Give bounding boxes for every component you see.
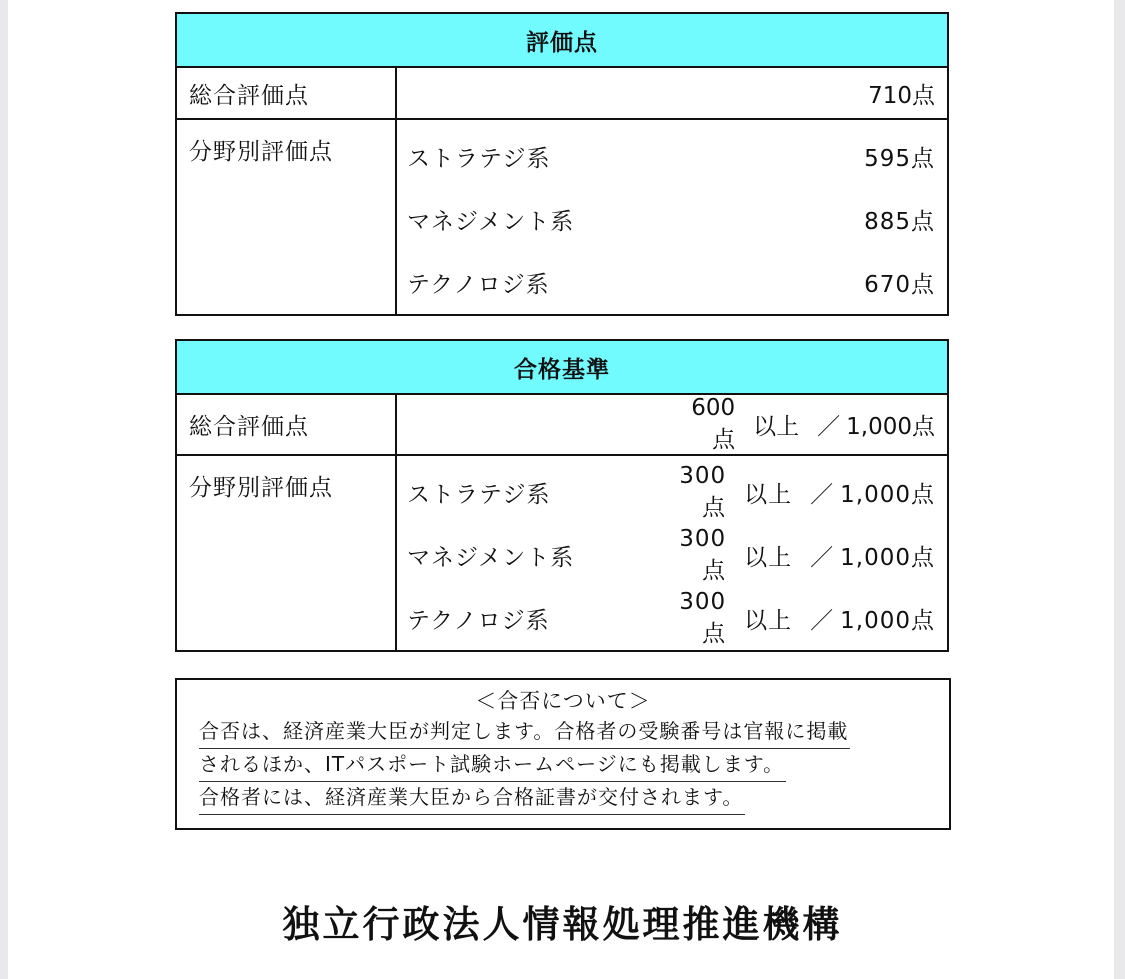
field-row-technology [407, 251, 935, 314]
criteria-max: 1,000点 [840, 482, 935, 508]
field-row-strategy [407, 125, 935, 188]
criteria-above: 以上 [753, 414, 800, 440]
criteria-row-management [407, 524, 935, 587]
criteria-max: 1,000点 [840, 608, 935, 634]
field-name: マネジメント系 [407, 545, 575, 571]
notice-title: ＜合否について＞ [475, 689, 651, 713]
criteria-row-technology [407, 587, 935, 650]
criteria-table [175, 339, 949, 652]
criteria-max: 1,000点 [846, 414, 935, 440]
criteria-header: 合格基準 [176, 340, 948, 394]
criteria-slash: ／ [810, 482, 835, 508]
criteria-points: 300点 [679, 589, 727, 647]
criteria-row-strategy [407, 461, 935, 524]
notice-line: 合格者には、経済産業大臣から合格証書が交付されます。 [199, 782, 745, 815]
criteria-slash: ／ [817, 414, 841, 440]
total-score-value: 710点 [396, 67, 948, 119]
field-name: テクノロジ系 [407, 608, 550, 634]
notice-body [199, 716, 850, 815]
criteria-field-label: 分野別評価点 [176, 455, 396, 651]
field-score-label: 分野別評価点 [176, 119, 396, 315]
criteria-slash: ／ [810, 608, 835, 634]
field-value: 670点 [864, 272, 935, 298]
organization-name: 独立行政法人情報処理推進機構 [282, 903, 843, 946]
criteria-above: 以上 [744, 545, 793, 571]
criteria-total-value [396, 394, 948, 455]
notice-line: 合否は、経済産業大臣が判定します。合格者の受験番号は官報に掲載 [199, 716, 850, 749]
field-name: ストラテジ系 [407, 482, 551, 508]
evaluation-header: 評価点 [176, 13, 948, 67]
notice-line: されるほか、ITパスポート試験ホームページにも掲載します。 [199, 749, 786, 782]
criteria-points: 600点 [691, 395, 736, 453]
criteria-max: 1,000点 [840, 545, 935, 571]
field-name: マネジメント系 [407, 209, 575, 235]
field-row-management [407, 188, 935, 251]
evaluation-table [175, 12, 949, 316]
pass-fail-notice [175, 678, 951, 830]
field-value: 595点 [864, 146, 935, 172]
criteria-above: 以上 [744, 608, 793, 634]
criteria-points: 300点 [679, 526, 727, 584]
field-name: ストラテジ系 [407, 146, 551, 172]
criteria-above: 以上 [744, 482, 793, 508]
total-score-label: 総合評価点 [176, 67, 396, 119]
field-value: 885点 [864, 209, 935, 235]
criteria-total-label: 総合評価点 [176, 394, 396, 455]
criteria-slash: ／ [810, 545, 835, 571]
field-name: テクノロジ系 [407, 272, 550, 298]
criteria-points: 300点 [679, 463, 727, 521]
